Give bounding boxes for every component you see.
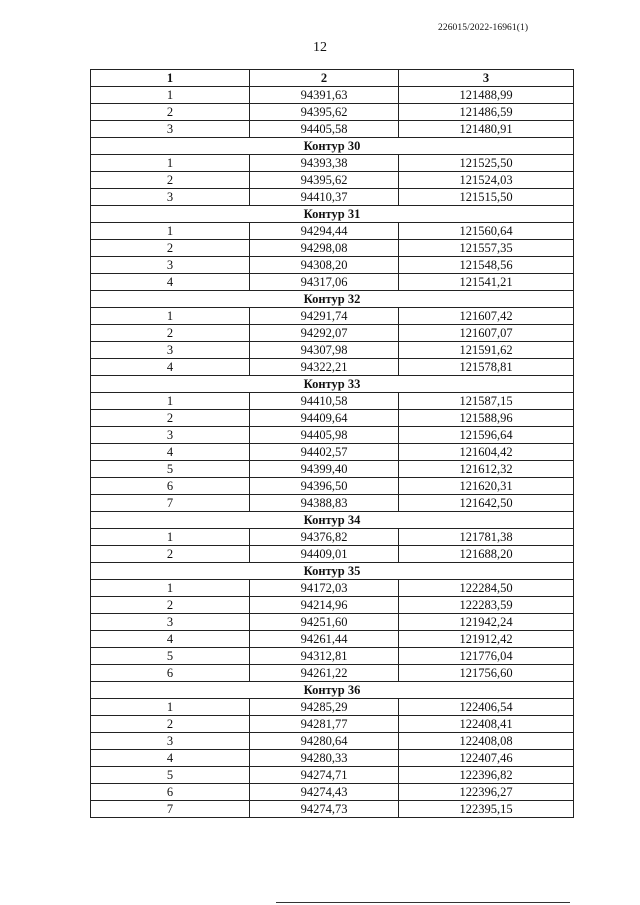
x-coordinate-cell: 94214,96 (250, 597, 399, 614)
y-coordinate-cell: 121781,38 (399, 529, 574, 546)
table-row (91, 529, 574, 546)
table-row (91, 478, 574, 495)
table-row (91, 461, 574, 478)
point-number-cell: 4 (91, 444, 250, 461)
footer-divider (276, 902, 570, 903)
point-number-cell: 5 (91, 648, 250, 665)
y-coordinate-cell: 121548,56 (399, 257, 574, 274)
y-coordinate-cell: 121560,64 (399, 223, 574, 240)
point-number-cell: 6 (91, 784, 250, 801)
contour-section-row (91, 206, 574, 223)
table-body (91, 87, 574, 818)
contour-section-row (91, 563, 574, 580)
table-row (91, 87, 574, 104)
x-coordinate-cell: 94317,06 (250, 274, 399, 291)
table-row (91, 784, 574, 801)
x-coordinate-cell: 94409,64 (250, 410, 399, 427)
table-row (91, 699, 574, 716)
point-number-cell: 3 (91, 121, 250, 138)
x-coordinate-cell: 94172,03 (250, 580, 399, 597)
point-number-cell: 5 (91, 767, 250, 784)
point-number-cell: 3 (91, 614, 250, 631)
x-coordinate-cell: 94410,37 (250, 189, 399, 206)
point-number-cell: 1 (91, 87, 250, 104)
table-row (91, 597, 574, 614)
contour-label: Контур 36 (91, 682, 574, 699)
point-number-cell: 1 (91, 580, 250, 597)
contour-label: Контур 33 (91, 376, 574, 393)
contour-label: Контур 35 (91, 563, 574, 580)
contour-section-row (91, 512, 574, 529)
x-coordinate-cell: 94298,08 (250, 240, 399, 257)
table-row (91, 393, 574, 410)
point-number-cell: 2 (91, 716, 250, 733)
y-coordinate-cell: 121942,24 (399, 614, 574, 631)
y-coordinate-cell: 122396,82 (399, 767, 574, 784)
contour-section-row (91, 138, 574, 155)
column-header: 2 (250, 70, 399, 87)
y-coordinate-cell: 121488,99 (399, 87, 574, 104)
x-coordinate-cell: 94391,63 (250, 87, 399, 104)
point-number-cell: 6 (91, 478, 250, 495)
x-coordinate-cell: 94388,83 (250, 495, 399, 512)
y-coordinate-cell: 121642,50 (399, 495, 574, 512)
contour-section-row (91, 376, 574, 393)
y-coordinate-cell: 121612,32 (399, 461, 574, 478)
y-coordinate-cell: 121688,20 (399, 546, 574, 563)
x-coordinate-cell: 94292,07 (250, 325, 399, 342)
y-coordinate-cell: 121591,62 (399, 342, 574, 359)
table-row (91, 223, 574, 240)
point-number-cell: 1 (91, 223, 250, 240)
point-number-cell: 5 (91, 461, 250, 478)
x-coordinate-cell: 94291,74 (250, 308, 399, 325)
point-number-cell: 2 (91, 597, 250, 614)
y-coordinate-cell: 122408,08 (399, 733, 574, 750)
y-coordinate-cell: 121486,59 (399, 104, 574, 121)
y-coordinate-cell: 121480,91 (399, 121, 574, 138)
y-coordinate-cell: 122408,41 (399, 716, 574, 733)
point-number-cell: 1 (91, 155, 250, 172)
point-number-cell: 2 (91, 172, 250, 189)
x-coordinate-cell: 94308,20 (250, 257, 399, 274)
y-coordinate-cell: 121515,50 (399, 189, 574, 206)
table-row (91, 172, 574, 189)
table-row (91, 359, 574, 376)
y-coordinate-cell: 121620,31 (399, 478, 574, 495)
point-number-cell: 1 (91, 529, 250, 546)
contour-label: Контур 31 (91, 206, 574, 223)
point-number-cell: 2 (91, 546, 250, 563)
table-row (91, 801, 574, 818)
point-number-cell: 7 (91, 801, 250, 818)
point-number-cell: 1 (91, 699, 250, 716)
coordinates-table (90, 69, 574, 818)
x-coordinate-cell: 94395,62 (250, 104, 399, 121)
point-number-cell: 2 (91, 325, 250, 342)
page-number: 12 (313, 40, 327, 55)
point-number-cell: 1 (91, 393, 250, 410)
x-coordinate-cell: 94294,44 (250, 223, 399, 240)
point-number-cell: 2 (91, 104, 250, 121)
table-row (91, 325, 574, 342)
table-row (91, 342, 574, 359)
point-number-cell: 4 (91, 359, 250, 376)
point-number-cell: 4 (91, 274, 250, 291)
document-id: 226015/2022-16961(1) (438, 23, 529, 33)
y-coordinate-cell: 121776,04 (399, 648, 574, 665)
table-row (91, 155, 574, 172)
x-coordinate-cell: 94251,60 (250, 614, 399, 631)
table-row (91, 410, 574, 427)
x-coordinate-cell: 94405,98 (250, 427, 399, 444)
y-coordinate-cell: 121541,21 (399, 274, 574, 291)
x-coordinate-cell: 94312,81 (250, 648, 399, 665)
y-coordinate-cell: 121524,03 (399, 172, 574, 189)
contour-label: Контур 30 (91, 138, 574, 155)
point-number-cell: 2 (91, 240, 250, 257)
column-header: 1 (91, 70, 250, 87)
x-coordinate-cell: 94396,50 (250, 478, 399, 495)
table-row (91, 716, 574, 733)
table-row (91, 750, 574, 767)
table-row (91, 121, 574, 138)
x-coordinate-cell: 94395,62 (250, 172, 399, 189)
y-coordinate-cell: 121607,42 (399, 308, 574, 325)
table-row (91, 648, 574, 665)
y-coordinate-cell: 122284,50 (399, 580, 574, 597)
contour-section-row (91, 682, 574, 699)
table-row (91, 257, 574, 274)
table-row (91, 427, 574, 444)
x-coordinate-cell: 94280,33 (250, 750, 399, 767)
table-row (91, 546, 574, 563)
column-header: 3 (399, 70, 574, 87)
point-number-cell: 3 (91, 427, 250, 444)
y-coordinate-cell: 121607,07 (399, 325, 574, 342)
x-coordinate-cell: 94274,43 (250, 784, 399, 801)
x-coordinate-cell: 94393,38 (250, 155, 399, 172)
y-coordinate-cell: 121596,64 (399, 427, 574, 444)
table-row (91, 631, 574, 648)
y-coordinate-cell: 122406,54 (399, 699, 574, 716)
point-number-cell: 6 (91, 665, 250, 682)
table-row (91, 189, 574, 206)
y-coordinate-cell: 122283,59 (399, 597, 574, 614)
y-coordinate-cell: 121578,81 (399, 359, 574, 376)
contour-section-row (91, 291, 574, 308)
table-row (91, 274, 574, 291)
x-coordinate-cell: 94399,40 (250, 461, 399, 478)
table-row (91, 104, 574, 121)
y-coordinate-cell: 122395,15 (399, 801, 574, 818)
x-coordinate-cell: 94280,64 (250, 733, 399, 750)
table-row (91, 580, 574, 597)
point-number-cell: 3 (91, 257, 250, 274)
table-row (91, 614, 574, 631)
x-coordinate-cell: 94410,58 (250, 393, 399, 410)
table-row (91, 240, 574, 257)
x-coordinate-cell: 94274,71 (250, 767, 399, 784)
y-coordinate-cell: 122396,27 (399, 784, 574, 801)
y-coordinate-cell: 121912,42 (399, 631, 574, 648)
x-coordinate-cell: 94281,77 (250, 716, 399, 733)
x-coordinate-cell: 94261,44 (250, 631, 399, 648)
x-coordinate-cell: 94285,29 (250, 699, 399, 716)
contour-label: Контур 32 (91, 291, 574, 308)
point-number-cell: 7 (91, 495, 250, 512)
table-header-row (91, 70, 574, 87)
y-coordinate-cell: 121587,15 (399, 393, 574, 410)
table-row (91, 733, 574, 750)
point-number-cell: 2 (91, 410, 250, 427)
point-number-cell: 4 (91, 631, 250, 648)
x-coordinate-cell: 94409,01 (250, 546, 399, 563)
x-coordinate-cell: 94402,57 (250, 444, 399, 461)
y-coordinate-cell: 121588,96 (399, 410, 574, 427)
table-row (91, 767, 574, 784)
table-row (91, 444, 574, 461)
contour-label: Контур 34 (91, 512, 574, 529)
point-number-cell: 3 (91, 733, 250, 750)
point-number-cell: 3 (91, 342, 250, 359)
x-coordinate-cell: 94405,58 (250, 121, 399, 138)
y-coordinate-cell: 121756,60 (399, 665, 574, 682)
y-coordinate-cell: 121557,35 (399, 240, 574, 257)
x-coordinate-cell: 94261,22 (250, 665, 399, 682)
table-row (91, 665, 574, 682)
point-number-cell: 4 (91, 750, 250, 767)
x-coordinate-cell: 94307,98 (250, 342, 399, 359)
y-coordinate-cell: 121604,42 (399, 444, 574, 461)
x-coordinate-cell: 94274,73 (250, 801, 399, 818)
x-coordinate-cell: 94322,21 (250, 359, 399, 376)
table-row (91, 308, 574, 325)
x-coordinate-cell: 94376,82 (250, 529, 399, 546)
y-coordinate-cell: 121525,50 (399, 155, 574, 172)
point-number-cell: 1 (91, 308, 250, 325)
point-number-cell: 3 (91, 189, 250, 206)
y-coordinate-cell: 122407,46 (399, 750, 574, 767)
table-row (91, 495, 574, 512)
